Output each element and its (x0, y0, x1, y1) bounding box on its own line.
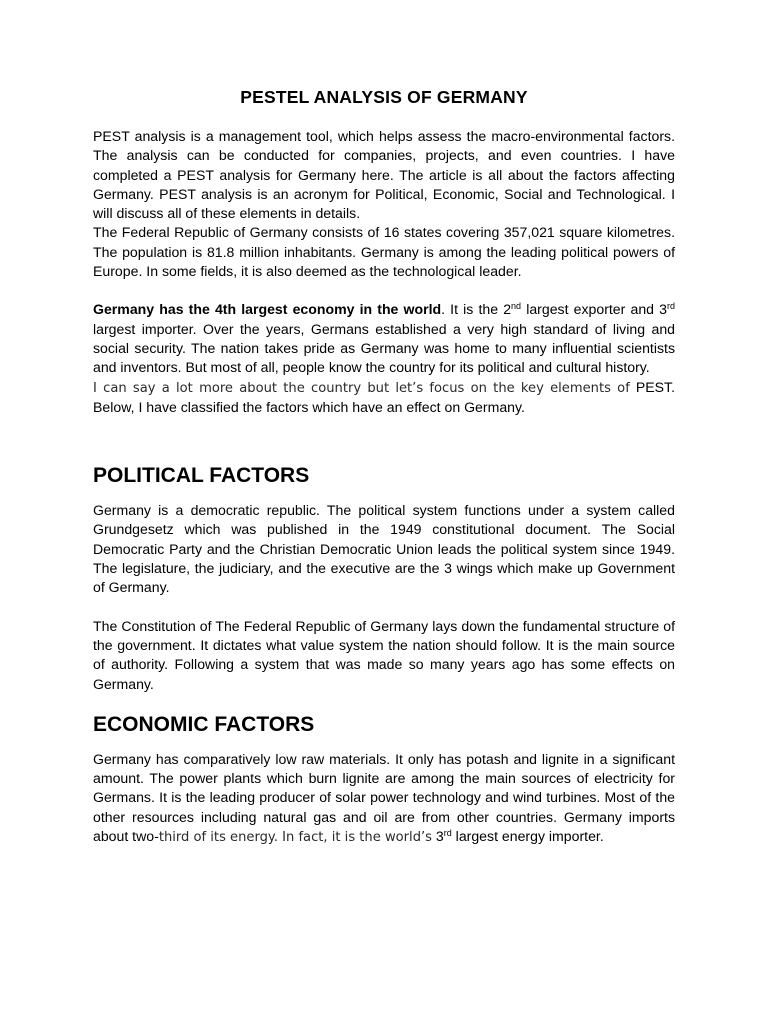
economic-factors-heading: ECONOMIC FACTORS (93, 712, 315, 736)
economic-paragraph-1-text-2: 3 (431, 828, 444, 845)
economic-paragraph-1-text-3: largest energy importer. (451, 828, 604, 845)
ordinal-suffix: nd (511, 301, 522, 312)
economic-paragraph-1 (93, 750, 675, 847)
ordinal-suffix: rd (443, 828, 452, 839)
intro-paragraph-3-text-1: . It is the 2 (441, 301, 512, 318)
section-gap (93, 417, 675, 463)
intro-paragraph-1: PEST analysis is a management tool, which helps assess the macro-environmental factors. The analysis can be conducted for companies, projects, and even countries. I have completed a PEST analysis for Germany here. The article is all about the factors affecting Germany. PEST analysis is an acronym for Political, Economic, Social and Technological. I will discuss all of these elements in details. (93, 128, 675, 222)
political-paragraph-1: Germany is a democratic republic. The political system functions under a system called Grundgesetz which was published in the 1949 constitutional document. The Social Democratic Party and the Christian Democratic Union leads the political system since 1949. The legislature, the judiciary, and the executive are the 3 wings which make up Government of Germany. (93, 502, 675, 596)
economic-paragraph-1-alt-text: third of its energy. In fact, it is the world’s (158, 830, 432, 846)
intro-paragraph-4-text: PEST. Below, I have classified the factors which have an effect on Germany. (93, 378, 675, 415)
paragraph-gap (93, 598, 675, 617)
intro-paragraph-3 (93, 300, 675, 377)
intro-paragraph-4-alt-text: I can say a lot more about the country but let’s focus on the key elements of (93, 380, 630, 396)
intro-paragraph-3-text-3: largest importer. Over the years, Germans established a very high standard of living and social security. The nation takes pride as Germany was home to many influential scientists and inventors. But most of all, people know the country for its political and cultural history. (93, 320, 675, 376)
economic-paragraph-1-text-1: Germany has comparatively low raw materials. It only has potash and lignite in a significant amount. The power plants which burn lignite are among the main sources of electricity for Germans. It is the leading producer of solar power technology and wind turbines. Most of the other resources including natural gas and oil are from other countries. Germany imports about two- (93, 750, 675, 845)
document-page (93, 86, 675, 847)
heading-gap (93, 738, 675, 750)
intro-paragraph-4 (93, 378, 675, 418)
section-gap (93, 694, 675, 712)
intro-paragraph-2: The Federal Republic of Germany consists of 16 states covering 357,021 square kilometres. The population is 81.8 million inhabitants. Germany is among the leading political powers of Europe. In some fields, it is also deemed as the technological leader. (93, 224, 675, 280)
ordinal-suffix: rd (666, 301, 675, 312)
heading-gap (93, 489, 675, 501)
political-paragraph-2: The Constitution of The Federal Republic of Germany lays down the fundamental structure of the government. It dictates what value system the nation should follow. It is the main source of authority. Following a system that was made so many years ago has some effects on Germany. (93, 617, 675, 692)
document-title: PESTEL ANALYSIS OF GERMANY (240, 87, 528, 107)
economy-rank-statement: Germany has the 4th largest economy in the world (93, 301, 442, 318)
political-factors-heading: POLITICAL FACTORS (93, 464, 310, 488)
intro-paragraph-3-text-2: largest exporter and 3 (521, 301, 667, 318)
paragraph-gap (93, 281, 675, 300)
